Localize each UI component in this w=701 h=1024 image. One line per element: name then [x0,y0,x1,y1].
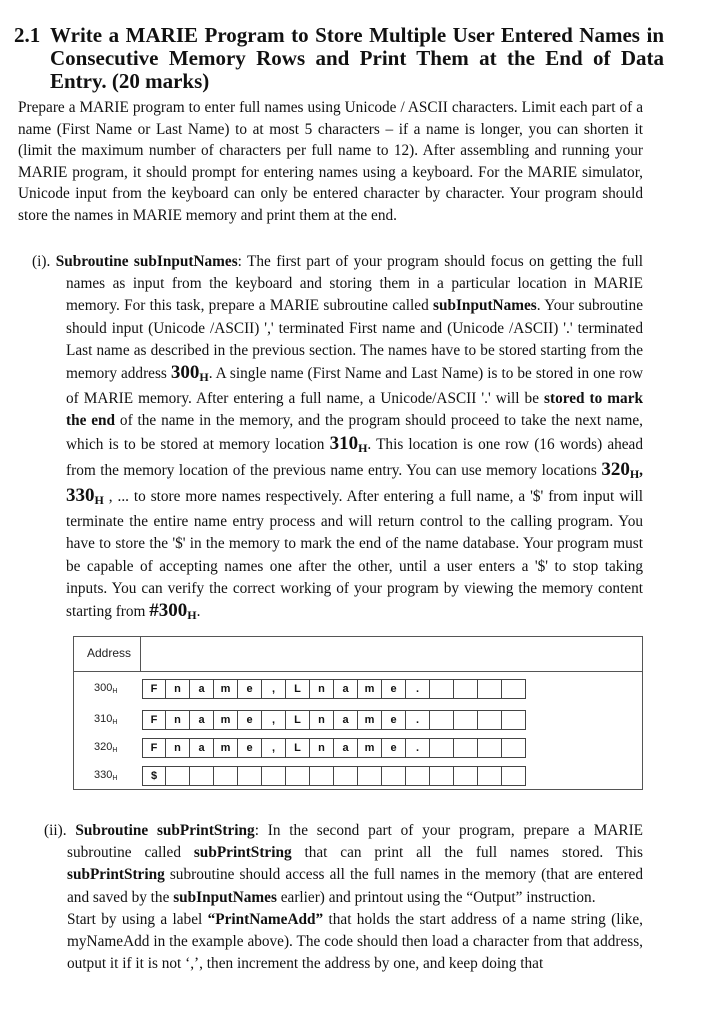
memory-row-address: $320_H$ [94,741,118,754]
memory-cell: a [334,738,358,758]
memory-cell [310,766,334,786]
memory-row-address: $330_H$ [94,769,118,782]
hex-suffix: H [187,608,197,623]
memory-cell: m [214,738,238,758]
part-ii-text-6: that holds the start address of a name string (like, myNameAdd in the example above). The code should then load a character from that address, output it if it is not ‘,’, then increment the address by one, and keep doing that [67,910,643,973]
memory-cell: F [142,679,166,699]
part-i-text-4: of the name in the memory, and the program should proceed to take the next name, which is to be stored at memory location [66,412,643,453]
memory-cell: $ [142,766,166,786]
part-i-text-5: . This location is one row (16 words) ahead from the memory location of the previous name entry. You can use memory locations [66,435,643,479]
hex-suffix: H [629,466,640,481]
intro-paragraph: Prepare a MARIE program to enter full names using Unicode / ASCII characters. Limit each part of a name (First Name or Last Name) to at most 5 characters – if a name is longer, you can shorten it (limit the maximum number of characters per full name to 12). After assembling and running your MARIE program, it should prompt for entering names using a keyboard. For the MARIE simulator, Unicode input from the keyboard can only be entered character by character. Your program should store the names in MARIE memory and print them at the end. [18,99,643,224]
memory-cell [406,766,430,786]
memory-cell: m [214,710,238,730]
sub-input-names-ref: subInputNames [433,297,537,315]
part-i-text-3: . A single name (First Name and Last Name) is to be stored in one row of MARIE memory. After entering a full name, a Unicode/ASCII '.' will be [66,365,643,408]
memory-cell: L [286,679,310,699]
memory-cell: a [190,710,214,730]
memory-cell: n [166,679,190,699]
hex-suffix: H [199,370,209,385]
hex-subscript: H [112,747,118,754]
memory-row [74,679,642,699]
part-ii [44,820,643,975]
memory-cell [430,710,454,730]
memory-cell: a [334,679,358,699]
memory-cell: e [382,738,406,758]
memory-cell [454,766,478,786]
memory-cell [478,710,502,730]
part-ii-paragraph-1 [44,820,643,909]
sub-input-names-ref: subInputNames [173,888,277,906]
part-i-label: (i). [32,253,51,270]
memory-cell [430,738,454,758]
memory-cell: L [286,738,310,758]
memory-cell: F [142,710,166,730]
address-header: Address [87,646,132,660]
part-ii-heading: Subroutine subPrintString [75,822,255,839]
memory-cell [166,766,190,786]
part-i [32,251,643,626]
memory-cell [454,738,478,758]
addr-330: 330 [66,485,95,507]
memory-cell [238,766,262,786]
memory-cell: . [406,679,430,699]
print-name-add-label: “PrintNameAdd” [207,910,324,928]
part-ii-text-2: that can print all the full names stored. This [291,844,643,862]
memory-cell: . [406,710,430,730]
memory-cells [142,679,526,699]
stored-mark-text: stored to mark the end [66,390,643,430]
memory-cell: a [190,679,214,699]
memory-cell: F [142,738,166,758]
part-i-paragraph [32,251,643,626]
section-title: Write a MARIE Program to Store Multiple User Entered Names in Consecutive Memory Rows and Print Them at the End of Data Entry. (20 marks) [50,23,664,93]
memory-cell: n [310,710,334,730]
memory-row-address: $300_H$ [94,682,118,695]
memory-cell [502,738,526,758]
memory-cells [142,710,526,730]
header-divider [140,637,141,671]
memory-row [74,738,642,758]
addr-310: 310 [329,432,359,454]
memory-cell: L [286,710,310,730]
part-i-text-6: , ... to store more names respectively. After entering a full name, a '$' from input will terminate the entire name entry process and will return control to the calling program. You have to store the '$' in the memory to mark the end of the name database. Your program must be capable of accepting names one after the other, until a user enters a '$' to stop taking inputs. You can verify the correct working of your program by viewing the memory content starting from [66,488,643,621]
part-i-text-1: : The first part of your program should focus on getting the full names as input from the keyboard and storing them in a particular location in MARIE memory. For this task, prepare a MARIE subroutine called [66,253,644,315]
memory-cell [478,766,502,786]
memory-cell [358,766,382,786]
memory-cell: , [262,738,286,758]
memory-cell [382,766,406,786]
memory-cell: , [262,679,286,699]
hex-subscript: H [112,688,118,695]
memory-cell [502,679,526,699]
memory-cell: a [334,710,358,730]
memory-cells [142,766,526,786]
memory-cell: e [238,679,262,699]
part-i-heading: Subroutine subInputNames [55,253,238,270]
part-ii-label: (ii). [44,822,67,839]
hex-subscript: H [112,775,118,782]
hex-subscript: H [112,719,118,726]
hex-suffix: H [358,440,368,455]
memory-cell [454,679,478,699]
memory-cell: n [310,738,334,758]
memory-cell: e [382,679,406,699]
memory-cells [142,738,526,758]
section-heading [14,24,664,93]
section-number: 2.1 [14,23,41,47]
memory-cell: . [406,738,430,758]
memory-cell: e [238,738,262,758]
memory-table [73,636,643,790]
memory-cell [502,710,526,730]
hex-suffix: H [94,493,104,508]
memory-table-header [74,637,642,672]
part-ii-text-4: earlier) and printout using the “Output” instruction. [276,888,596,906]
part-i-text-2: . Your subroutine should input (Unicode /ASCII) ',' terminated First name and (Unicode /ASCII) '.' terminated Last name as described in the previous section. The names have to be stored starting from the memory address [66,297,643,383]
memory-cell [334,766,358,786]
memory-cell [286,766,310,786]
memory-cell: m [358,679,382,699]
memory-cell: n [310,679,334,699]
memory-cell [478,738,502,758]
memory-cell [430,766,454,786]
memory-cell: m [358,738,382,758]
memory-cell: n [166,738,190,758]
memory-cell [190,766,214,786]
memory-cell [262,766,286,786]
part-ii-paragraph-2 [44,909,643,976]
memory-cell: e [238,710,262,730]
part-ii-text-3: subroutine should access all the full names in the memory (that are entered and saved by the [67,866,643,906]
memory-cell: m [358,710,382,730]
memory-cell: n [166,710,190,730]
memory-row-address: $310_H$ [94,713,118,726]
period: . [196,603,201,621]
memory-cell [214,766,238,786]
sub-print-string-ref: subPrintString [67,866,165,884]
memory-cell [478,679,502,699]
memory-cell: m [214,679,238,699]
memory-row [74,766,642,786]
part-ii-text-1: : In the second part of your program, prepare a MARIE subroutine called [67,822,644,862]
memory-cell [454,710,478,730]
hash-addr-300: #300 [149,600,188,622]
addr-320: 320 [601,458,630,480]
memory-cell: , [262,710,286,730]
sub-print-string-ref: subPrintString [193,844,292,862]
comma: , [639,461,643,479]
part-ii-text-5: Start by using a label [67,910,208,928]
memory-cell [430,679,454,699]
memory-row [74,710,642,730]
memory-cell: a [190,738,214,758]
memory-cell: e [382,710,406,730]
addr-300: 300 [170,362,200,384]
memory-cell [502,766,526,786]
